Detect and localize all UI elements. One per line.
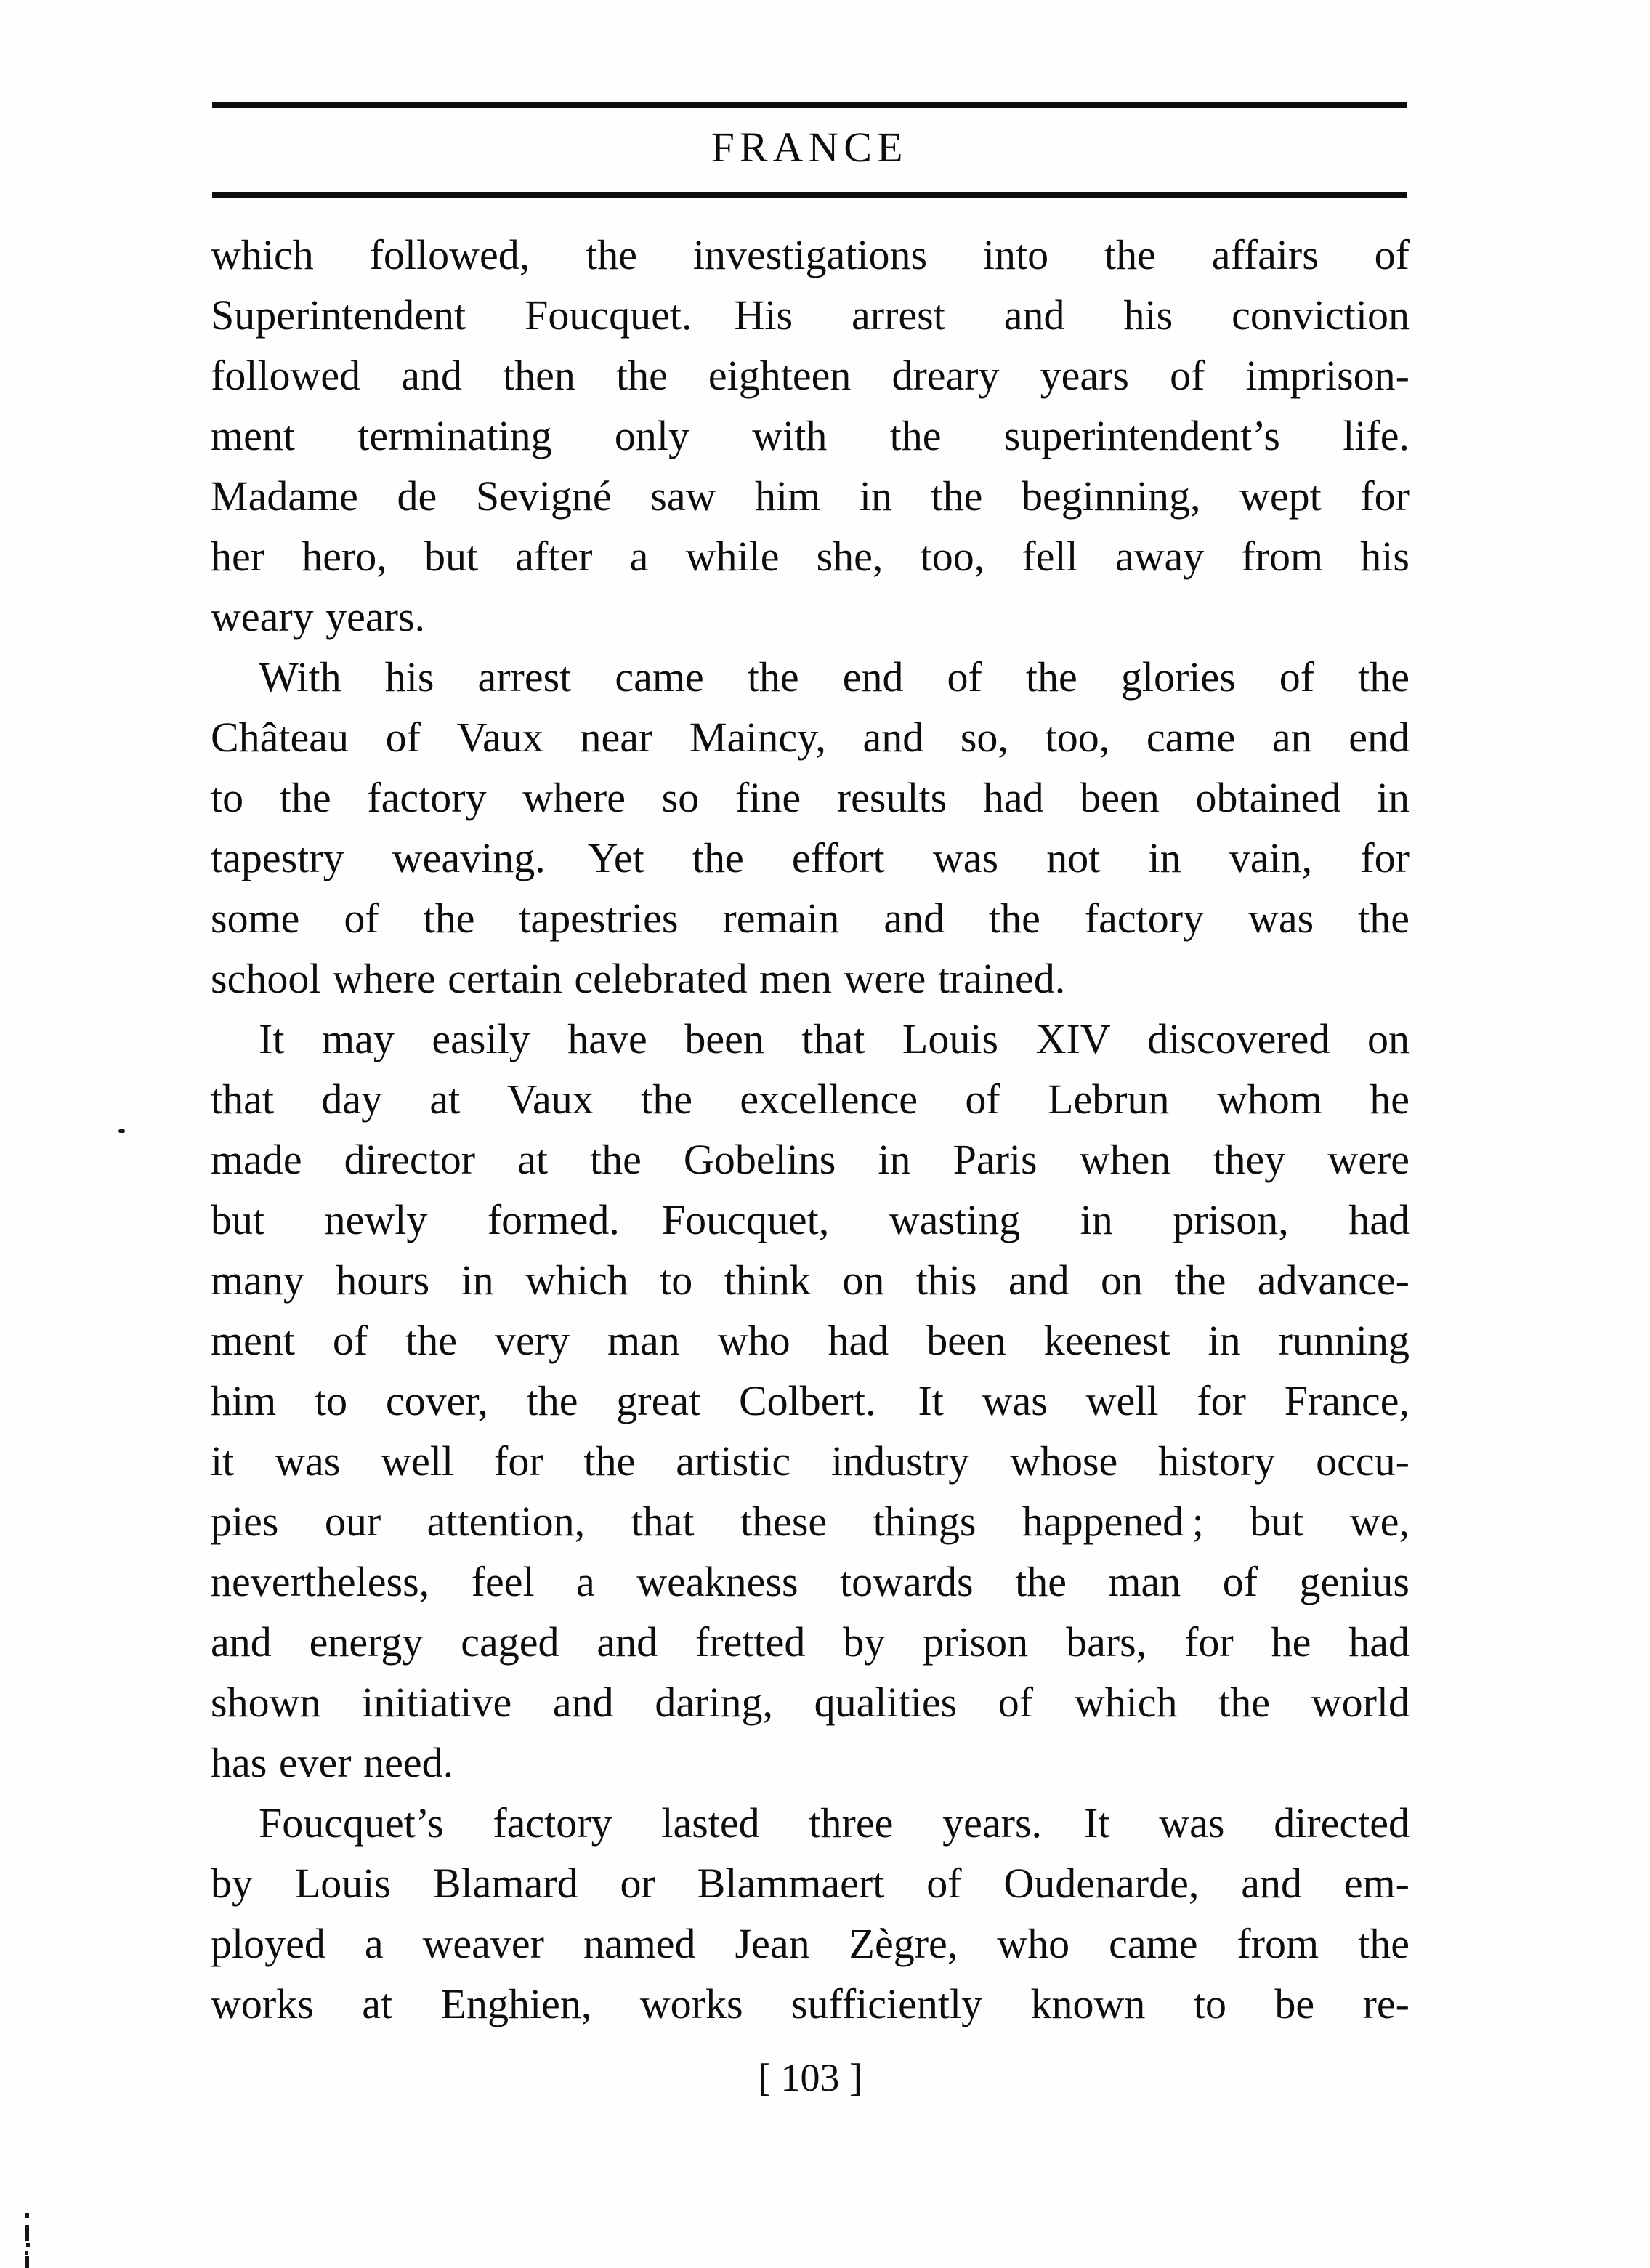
text-line: made director at the Gobelins in Paris when they were: [211, 1136, 1410, 1183]
text-line: but newly formed. Foucquet, wasting in prison, had: [211, 1196, 1410, 1243]
text-line: ment of the very man who had been keenest in running: [211, 1317, 1410, 1364]
text-line: school where certain celebrated men were trained.: [211, 955, 1066, 1002]
text-line: that day at Vaux the excellence of Lebrun whom he: [211, 1076, 1410, 1123]
text-line: it was well for the artistic industry whose history occu-: [211, 1437, 1410, 1485]
text-line: him to cover, the great Colbert. It was well for France,: [211, 1377, 1410, 1424]
text-line: Foucquet’s factory lasted three years. It was directed: [259, 1799, 1410, 1847]
page-header-title: FRANCE: [711, 124, 908, 171]
text-line: to the factory where so fine results had been obtained in: [211, 774, 1410, 821]
page-number: [ 103 ]: [758, 2056, 862, 2099]
text-line: ment terminating only with the superintendent’s life.: [211, 412, 1410, 459]
scan-artifact: [25, 2213, 29, 2218]
text-line: by Louis Blamard or Blammaert of Oudenarde, and em-: [211, 1860, 1410, 1907]
text-line: some of the tapestries remain and the factory was the: [211, 895, 1410, 942]
text-line: followed and then the eighteen dreary years of imprison-: [211, 352, 1410, 399]
text-line: Superintendent Foucquet. His arrest and his conviction: [211, 291, 1410, 339]
header-rule-top: [212, 102, 1407, 108]
text-line: which followed, the investigations into the affairs of: [211, 231, 1410, 278]
text-line: With his arrest came the end of the glories of the: [259, 653, 1410, 701]
scan-artifact: [26, 2243, 30, 2247]
text-line: Château of Vaux near Maincy, and so, too, came an end: [211, 714, 1410, 761]
text-line: ployed a weaver named Jean Zègre, who came from the: [211, 1920, 1410, 1967]
scan-artifact: [118, 1129, 125, 1133]
text-line: tapestry weaving. Yet the effort was not in vain, for: [211, 834, 1410, 881]
body-text: [211, 225, 1410, 2034]
text-line: shown initiative and daring, qualities of which the world: [211, 1679, 1410, 1726]
text-line: many hours in which to think on this and on the advance-: [211, 1256, 1410, 1304]
text-line: pies our attention, that these things happened ; but we,: [211, 1498, 1410, 1545]
text-line: weary years.: [211, 593, 426, 640]
text-line: It may easily have been that Louis XIV discovered on: [259, 1015, 1410, 1062]
text-line: has ever need.: [211, 1739, 454, 1786]
text-line: Madame de Sevigné saw him in the beginning, wept for: [211, 472, 1410, 520]
scan-artifact: [25, 2256, 29, 2268]
header-rule-bottom: [212, 192, 1407, 198]
text-line: works at Enghien, works sufficiently known to be re-: [211, 1980, 1410, 2027]
scan-artifact: [25, 2251, 28, 2255]
scan-artifact: [25, 2229, 29, 2241]
text-line: and energy caged and fretted by prison bars, for he had: [211, 1618, 1410, 1666]
text-line: nevertheless, feel a weakness towards the man of genius: [211, 1558, 1410, 1605]
text-line: her hero, but after a while she, too, fell away from his: [211, 533, 1410, 580]
